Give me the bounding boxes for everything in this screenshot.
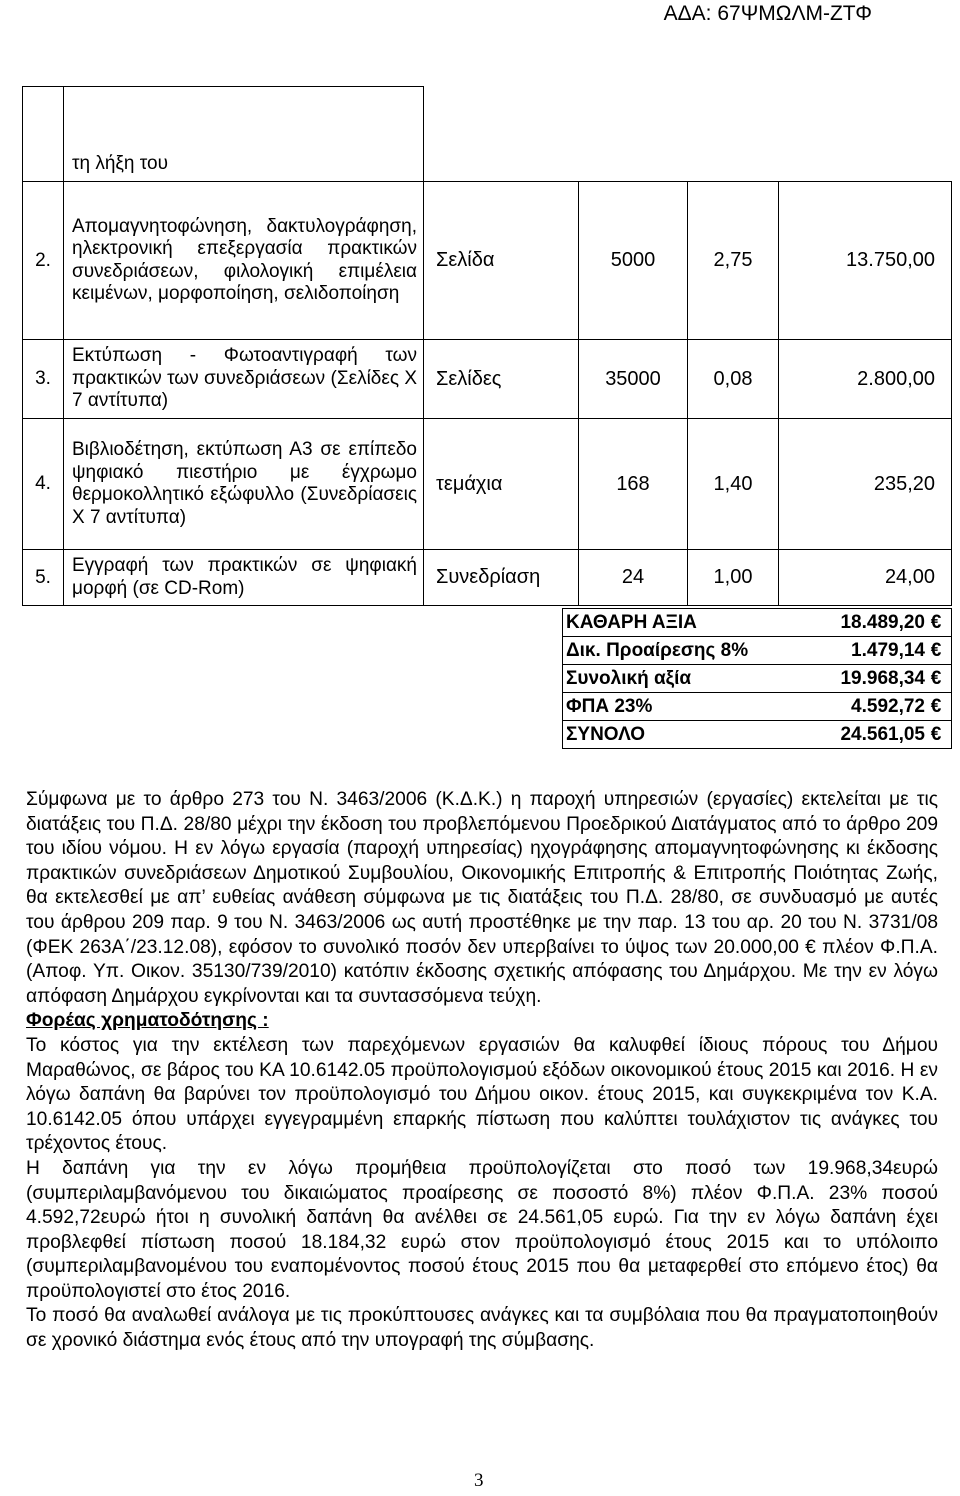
- items-table: [22, 86, 952, 606]
- row-description: Εκτύπωση - Φωτοαντιγραφή των πρακτικών των συνεδριάσεων (Σελίδες Χ 7 αντίτυπα): [64, 340, 424, 419]
- continuation-text: τη λήξη του: [64, 87, 424, 182]
- legal-paragraph: Σύμφωνα με το άρθρο 273 του Ν. 3463/2006 (Κ.Δ.Κ.) η παροχή υπηρεσιών (εργασίες) εκτελείται με τις διατάξεις του Π.Δ. 28/80 μέχρι την έκδοση του προβλεπόμενου Προεδρικού Διατάγματος από το άρθρο 209 του ιδίου νόμου. Η εν λόγω εργασία (παροχή υπηρεσίας) ηχογράφησης απομαγνητοφώνησης κι έκδοσης πρακτικών συνεδριάσεων Δημοτικού Συμβουλίου, Οικονομικής Επιτροπής & Επιτροπής Ποιότητας Ζωής, θα εκτελεσθεί με απ’ ευθείας ανάθεση σύμφωνα με τις διατάξεις του Π.Δ. 28/80, σε συνδυασμό με αυτές του άρθρου 209 παρ. 9 του Ν. 3463/2006 ως αυτή προστέθηκε με την παρ. 13 του αρ. 20 του Ν. 3731/08 (ΦΕΚ 263Α΄/23.12.08), εφόσον το συνολικό ποσόν δεν υπερβαίνει το ύψος των 20.000,00 € πλέον Φ.Π.Α. (Αποφ. Υπ. Οικον. 35130/739/2010) κατόπιν έκδοσης σχετικής απόφασης του Δημάρχου. Με την εν λόγω απόφαση Δημάρχου εγκρίνονται και τα συντασσόμενα τεύχη.: [26, 789, 938, 1007]
- euro-icon: €: [930, 640, 942, 661]
- summary-label: ΦΠΑ 23%: [566, 696, 653, 717]
- table-row: [23, 340, 952, 419]
- body-text: [26, 788, 938, 1354]
- usage-paragraph: Το ποσό θα αναλωθεί ανάλογα με τις προκύπτουσες ανάγκες και τα συμβόλαια που θα πραγματοποιηθούν σε χρονικό διάστημα ενός έτους από την υπογραφή της σύμβασης.: [26, 1305, 938, 1352]
- row-description: Εγγραφή των πρακτικών σε ψηφιακή μορφή (σε CD-Rom): [64, 550, 424, 606]
- funding-heading: Φορέας χρηματοδότησης :: [26, 1010, 269, 1032]
- row-total: 2.800,00: [779, 340, 952, 419]
- row-number: 3.: [23, 340, 64, 419]
- table-row: [23, 550, 952, 606]
- euro-icon: €: [930, 668, 942, 689]
- row-description: Βιβλιοδέτηση, εκτύπωση Α3 σε επίπεδο ψηφιακό πιεστήριο με έγχρωμο θερμοκολλητικό εξώφυλλο (Συνεδρίασεις Χ 7 αντίτυπα): [64, 419, 424, 550]
- row-description: Απομαγνητοφώνηση, δακτυλογράφηση, ηλεκτρονική επεξεργασία πρακτικών συνεδριάσεων, φιλολογική επιμέλεια κειμένων, μορφοποίηση, σελιδοποίηση: [64, 182, 424, 340]
- summary-table: [562, 608, 952, 749]
- table-row: [23, 419, 952, 550]
- row-unit-price: 1,40: [688, 419, 779, 550]
- table-row: [23, 182, 952, 340]
- summary-value: 19.968,34: [840, 668, 925, 689]
- row-number: 5.: [23, 550, 64, 606]
- cost-paragraph: Η δαπάνη για την εν λόγω προμήθεια προϋπολογίζεται στο ποσό των 19.968,34ευρώ (συμπεριλαμβανόμενου του δικαιώματος προαίρεσης σε ποσοστό 8%) πλέον Φ.Π.Α. 23% ποσού 4.592,72ευρώ ήτοι η συνολική δαπάνη θα ανέλθει σε 24.561,05 ευρώ. Για την εν λόγω δαπάνη έχει προβλεφθεί πίστωση ποσού 18.184,32 ευρώ στον προϋπολογισμό έτους 2015 και το υπόλοιπο (συμπεριλαμβανομένου του εναπομένοντος ποσού έτους 2015 που θα μεταφερθεί στο επόμενο έτος) θα προϋπολογιστεί στο έτος 2016.: [26, 1157, 938, 1302]
- page-number: 3: [474, 1470, 484, 1491]
- table-row: [23, 87, 952, 182]
- row-unit: τεμάχια: [424, 419, 579, 550]
- summary-value: 4.592,72: [851, 696, 925, 717]
- row-quantity: 5000: [579, 182, 688, 340]
- summary-label: ΣΥΝΟΛΟ: [566, 724, 646, 745]
- summary-value: 18.489,20: [840, 612, 925, 633]
- row-total: 24,00: [779, 550, 952, 606]
- summary-label: Δικ. Προαίρεσης 8%: [566, 640, 749, 661]
- row-quantity: 168: [579, 419, 688, 550]
- row-unit-price: 1,00: [688, 550, 779, 606]
- row-unit: Σελίδες: [424, 340, 579, 419]
- summary-value: 24.561,05: [840, 724, 925, 745]
- row-unit-price: 0,08: [688, 340, 779, 419]
- row-unit-price: 2,75: [688, 182, 779, 340]
- summary-label: Συνολική αξία: [566, 668, 692, 689]
- row-unit: Συνεδρίαση: [424, 550, 579, 606]
- euro-icon: €: [930, 612, 942, 633]
- summary-row-vat: [562, 692, 952, 720]
- summary-row-total-value: [562, 664, 952, 692]
- row-number: 2.: [23, 182, 64, 340]
- summary-row-grand-total: [562, 720, 952, 749]
- euro-icon: €: [930, 696, 942, 717]
- row-quantity: 35000: [579, 340, 688, 419]
- row-unit: Σελίδα: [424, 182, 579, 340]
- row-total: 235,20: [779, 419, 952, 550]
- euro-icon: €: [930, 724, 942, 745]
- summary-row-option-right: [562, 636, 952, 664]
- row-total: 13.750,00: [779, 182, 952, 340]
- row-quantity: 24: [579, 550, 688, 606]
- funding-paragraph: Το κόστος για την εκτέλεση των παρεχόμενων εργασιών θα καλυφθεί ίδιους πόρους του Δήμου Μαραθώνος, σε βάρος του ΚΑ 10.6142.05 προϋπολογισμού εξόδων οικονομικού έτους 2015 και 2016. Η εν λόγω δαπάνη θα βαρύνει τον προϋπολογισμό του Δήμου οικον. έτους 2015, και συγκεκριμένα τον Κ.Α. 10.6142.05 όπου υπάρχει εγγεγραμμένη επαρκής πίστωση που καλύπτει τουλάχιστον τις ανάγκες του τρέχοντος έτους.: [26, 1034, 938, 1155]
- summary-value: 1.479,14: [851, 640, 925, 661]
- ada-code: ΑΔΑ: 67ΨΜΩΛΜ-ΖΤΦ: [663, 2, 872, 25]
- row-number: 4.: [23, 419, 64, 550]
- summary-label: ΚΑΘΑΡΗ ΑΞΙΑ: [566, 612, 697, 633]
- summary-row-net-value: [562, 608, 952, 636]
